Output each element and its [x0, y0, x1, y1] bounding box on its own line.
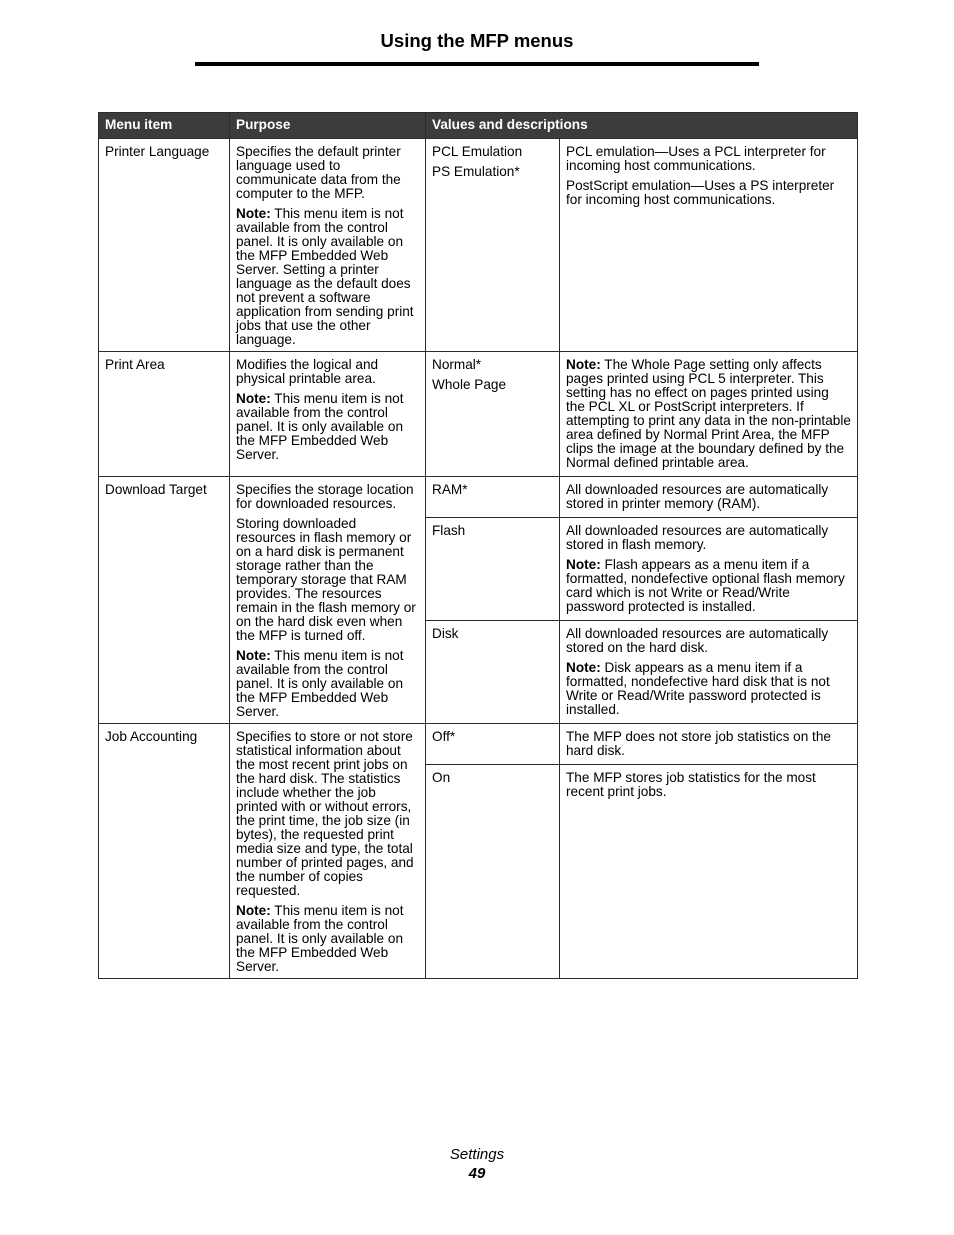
purpose-cell: [230, 139, 426, 352]
value-option: PS Emulation*: [432, 164, 520, 179]
note-label: Note:: [566, 557, 601, 572]
table-row: [99, 477, 858, 518]
description-cell: [560, 477, 858, 518]
purpose-text: Modifies the logical and physical printable area.: [236, 357, 379, 386]
value-description: [566, 661, 851, 717]
purpose-cell: [230, 352, 426, 477]
table-header-row: [99, 113, 858, 139]
value-cell: Disk: [426, 621, 560, 724]
table-row: [99, 139, 858, 352]
note-label: Note:: [566, 357, 601, 372]
note-text: Flash appears as a menu item if a formatted, nondefective optional flash memory card which is not Write or Read/Write password protected is installed.: [566, 557, 845, 614]
description-cell: [560, 621, 858, 724]
note-text: This menu item is not available from the control panel. It is only available on the MFP Embedded Web Server. Setting a printer language as the default does not prevent a software application from sending print jobs that use the other language.: [236, 206, 414, 347]
note-label: Note:: [236, 391, 271, 406]
table-row: [99, 724, 858, 765]
page-title: Using the MFP menus: [380, 30, 574, 51]
note-text: This menu item is not available from the control panel. It is only available on the MFP Embedded Web Server.: [236, 648, 404, 719]
note-label: Note:: [236, 903, 271, 918]
note-label: Note:: [236, 206, 271, 221]
value-cell: Off*: [426, 724, 560, 765]
menu-table: [98, 112, 858, 979]
value-option: PCL Emulation: [432, 144, 523, 159]
col-header-menu-item: Menu item: [99, 113, 230, 139]
value-cell: [426, 352, 560, 477]
description-cell: [560, 518, 858, 621]
description-cell: [560, 139, 858, 352]
value-description: All downloaded resources are automatically stored in printer memory (RAM).: [566, 482, 829, 511]
header-rule: [195, 62, 759, 66]
menu-item-cell: Printer Language: [99, 139, 230, 352]
purpose-note: [236, 649, 419, 719]
menu-item-cell: Download Target: [99, 477, 230, 724]
menu-item-cell: Print Area: [99, 352, 230, 477]
purpose-cell: [230, 724, 426, 979]
footer-section: Settings: [449, 1146, 505, 1163]
note-text: This menu item is not available from the control panel. It is only available on the MFP Embedded Web Server.: [236, 391, 404, 462]
col-header-values: Values and descriptions: [426, 113, 858, 139]
purpose-note: [236, 392, 419, 462]
menu-item-cell: Job Accounting: [99, 724, 230, 979]
page-number: 49: [468, 1165, 486, 1182]
note-label: Note:: [566, 660, 601, 675]
value-description: [566, 558, 851, 614]
purpose-text: Specifies to store or not store statistical information about the most recent print jobs on the hard disk. The statistics include whether the job printed with or without errors, the print time, the job size (in bytes), the requested print media size and type, the total number of printed pages, and the number of copies requested.: [236, 729, 414, 898]
purpose-text: Storing downloaded resources in flash memory or on a hard disk is permanent storage rather than the temporary storage that RAM provides. The resources remain in the flash memory or on the hard disk even when the MFP is turned off.: [236, 516, 416, 643]
purpose-cell: [230, 477, 426, 724]
table-row: [99, 352, 858, 477]
purpose-note: [236, 904, 419, 974]
value-description: All downloaded resources are automatically stored in flash memory.: [566, 523, 829, 552]
note-label: Note:: [236, 648, 271, 663]
value-description: PostScript emulation—Uses a PS interpreter for incoming host communications.: [566, 178, 835, 207]
note-text: The Whole Page setting only affects pages printed using PCL 5 interpreter. This setting has no effect on pages printed using the PCL XL or PostScript interpreters. If attempting to print any data in the non-printable area defined by Normal Print Area, the MFP clips the image at the boundary defined by the Normal defined printable area.: [566, 357, 851, 470]
note-text: Disk appears as a menu item if a formatted, nondefective hard disk that is not Write or Read/Write password protected is installed.: [566, 660, 830, 717]
purpose-text: Specifies the default printer language used to communicate data from the computer to the MFP.: [236, 144, 401, 201]
value-option: Normal*: [432, 357, 482, 372]
value-description: [566, 358, 851, 470]
value-option: Whole Page: [432, 377, 507, 392]
value-description: The MFP stores job statistics for the most recent print jobs.: [566, 770, 816, 799]
purpose-note: [236, 207, 419, 347]
value-cell: Flash: [426, 518, 560, 621]
value-cell: On: [426, 765, 560, 979]
value-cell: RAM*: [426, 477, 560, 518]
description-cell: [560, 724, 858, 765]
note-text: This menu item is not available from the control panel. It is only available on the MFP Embedded Web Server.: [236, 903, 404, 974]
value-description: PCL emulation—Uses a PCL interpreter for incoming host communications.: [566, 144, 826, 173]
value-description: The MFP does not store job statistics on the hard disk.: [566, 729, 831, 758]
value-description: All downloaded resources are automatically stored on the hard disk.: [566, 626, 829, 655]
description-cell: [560, 765, 858, 979]
value-cell: [426, 139, 560, 352]
col-header-purpose: Purpose: [230, 113, 426, 139]
purpose-text: Specifies the storage location for downloaded resources.: [236, 482, 414, 511]
description-cell: [560, 352, 858, 477]
